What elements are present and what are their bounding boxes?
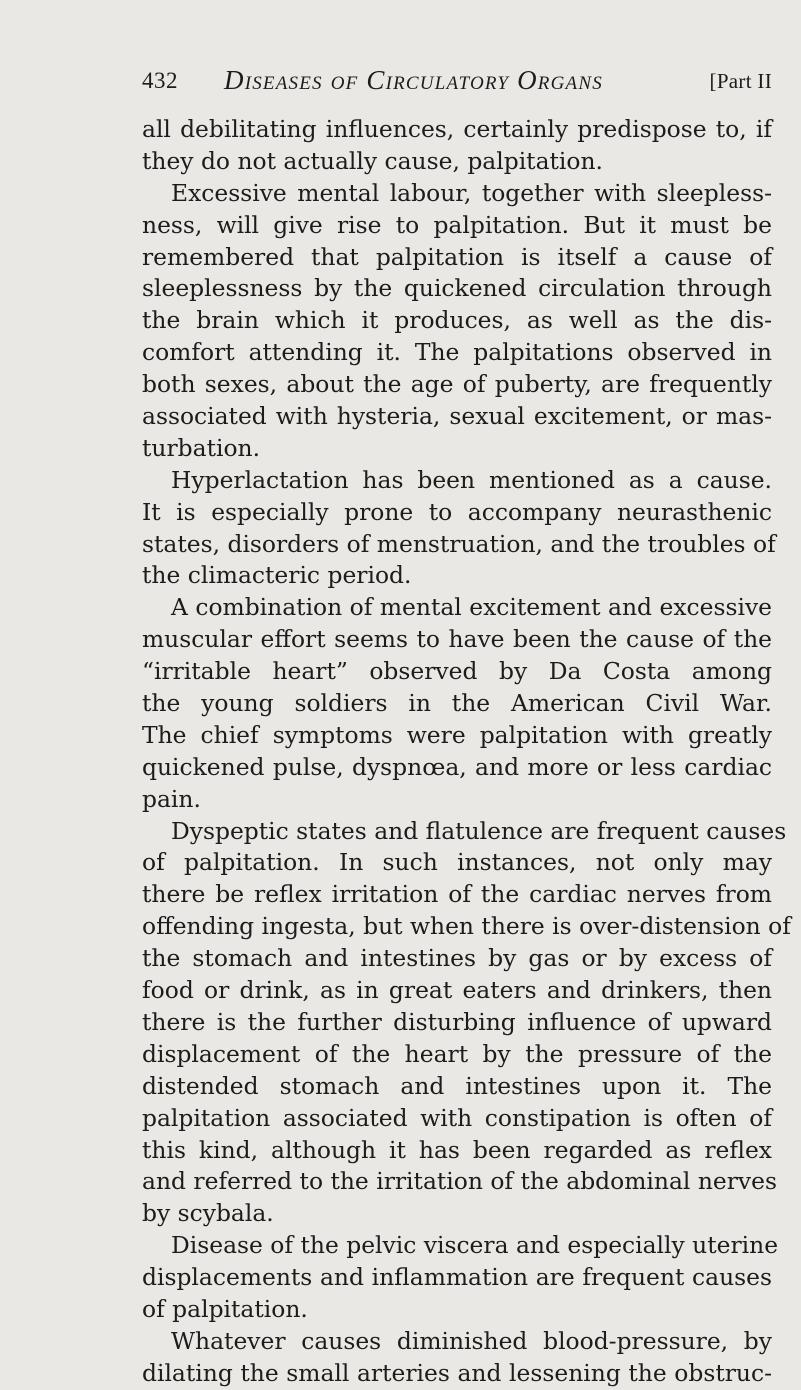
- text-line: all debilitating influences, certainly predispose to, if: [142, 115, 772, 143]
- text-line: pain.: [142, 784, 201, 813]
- text-line: displacements and inflammation are frequent causes: [142, 1263, 772, 1292]
- page-header: [142, 65, 772, 102]
- text-line: palpitation associated with constipation is often of: [142, 1103, 772, 1132]
- text-line: sleeplessness by the quickened circulation through: [142, 274, 772, 303]
- text-line: there be reflex irritation of the cardiac nerves from: [142, 880, 772, 909]
- text-line: Hyperlactation has been mentioned as a cause.: [171, 465, 772, 494]
- running-title: Diseases of Circulatory Organs: [224, 65, 603, 95]
- text-line: A combination of mental excitement and excessive: [171, 593, 772, 622]
- text-line: states, disorders of menstruation, and the troubles of: [142, 529, 776, 558]
- text-line: both sexes, about the age of puberty, are frequently: [142, 370, 772, 399]
- text-line: the climacteric period.: [142, 561, 412, 590]
- text-line: ness, will give rise to palpitation. But it must be: [142, 210, 772, 239]
- text-line: of palpitation.: [142, 1294, 308, 1323]
- text-line: this kind, although it has been regarded as reflex: [142, 1135, 772, 1164]
- text-line: and referred to the irritation of the abdominal nerves: [142, 1167, 777, 1196]
- text-line: associated with hysteria, sexual excitement, or mas-: [142, 402, 772, 431]
- text-line: displacement of the heart by the pressure of the: [142, 1039, 772, 1068]
- text-line: the brain which it produces, as well as the dis-: [142, 306, 772, 335]
- page-number: 432: [142, 68, 178, 93]
- text-line: offending ingesta, but when there is over-distension of: [142, 912, 791, 941]
- text-line: The chief symptoms were palpitation with greatly: [142, 720, 772, 749]
- body-text: [142, 114, 791, 1390]
- text-line: distended stomach and intestines upon it. The: [142, 1071, 772, 1100]
- text-line: Dyspeptic states and flatulence are frequent causes: [171, 816, 787, 845]
- text-line: of palpitation. In such instances, not only may: [142, 848, 772, 877]
- text-line: they do not actually cause, palpitation.: [142, 146, 603, 175]
- text-line: food or drink, as in great eaters and drinkers, then: [142, 976, 772, 1005]
- text-line: the stomach and intestines by gas or by excess of: [142, 944, 772, 973]
- text-line: “irritable heart” observed by Da Costa among: [142, 657, 772, 686]
- text-line: It is especially prone to accompany neurasthenic: [142, 497, 772, 526]
- text-line: Excessive mental labour, together with sleepless-: [171, 178, 772, 207]
- text-line: Disease of the pelvic viscera and especially uterine: [171, 1231, 779, 1260]
- text-line: dilating the small arteries and lessening the obstruc-: [142, 1358, 772, 1387]
- text-line: muscular effort seems to have been the cause of the: [142, 625, 772, 654]
- text-line: the young soldiers in the American Civil War.: [142, 689, 772, 718]
- text-line: by scybala.: [142, 1199, 274, 1228]
- text-line: there is the further disturbing influence of upward: [142, 1007, 772, 1036]
- text-line: turbation.: [142, 433, 261, 462]
- text-line: Whatever causes diminished blood-pressure, by: [171, 1326, 772, 1355]
- text-line: quickened pulse, dyspnœa, and more or less cardiac: [142, 752, 772, 781]
- part-label: [Part II: [709, 69, 772, 93]
- text-line: comfort attending it. The palpitations observed in: [142, 338, 772, 367]
- text-line: remembered that palpitation is itself a cause of: [142, 242, 772, 271]
